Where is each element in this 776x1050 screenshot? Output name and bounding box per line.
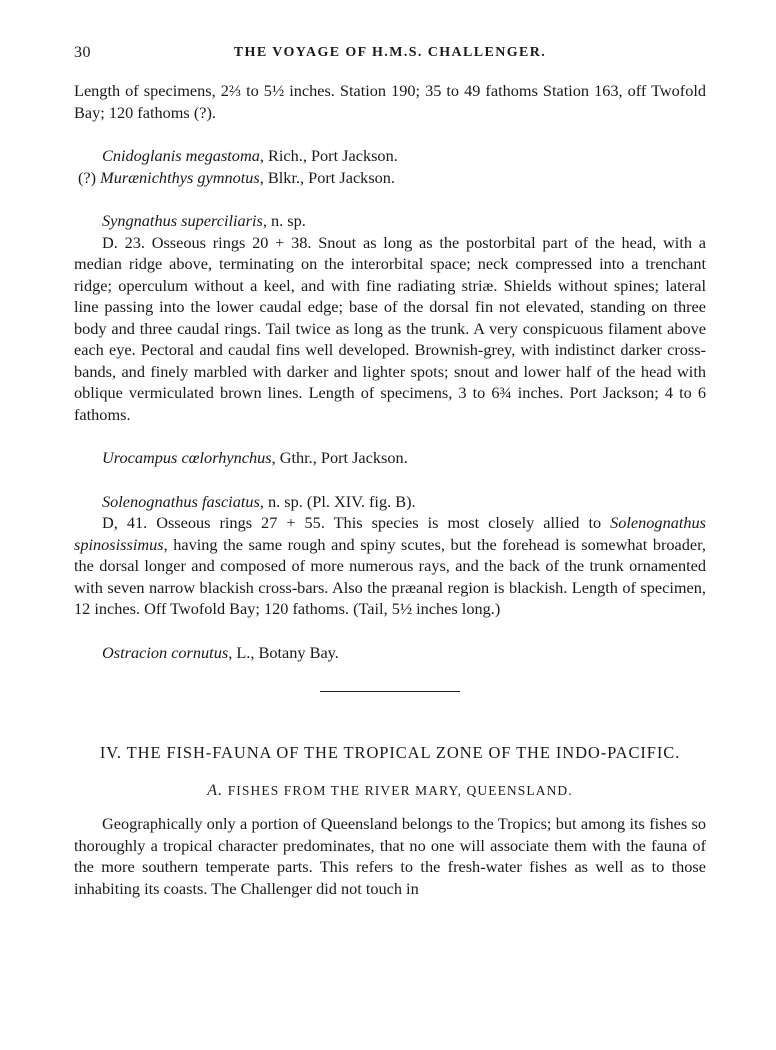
allied-species-name: Solenognathus spinosissimus	[74, 513, 706, 554]
species-entry-cnidoglanis	[74, 145, 706, 167]
intro-paragraph: Length of specimens, 2⅔ to 5½ inches. Station 190; 35 to 49 fathoms Station 163, off Twofold Bay; 120 fathoms (?).	[74, 81, 706, 122]
species-authority: , n. sp. (Pl. XIV. fig. B).	[259, 491, 416, 511]
species-name: Urocampus cœlorhynchus	[102, 448, 272, 467]
syngnathus-description: D. 23. Osseous rings 20 + 38. Snout as long as the postorbital part of the head, with a median ridge above, terminating on the interorbital space; neck compressed into a trenchant ridge; operculum without a keel, and with fine radiating striæ. Shields without spines; lateral line passing into the lower caudal edge; base of the dorsal fin not elevated, standing on three body and three caudal rings. Tail twice as long as the trunk. A very conspicuous filament above each eye. Pectoral and caudal fins well developed. Brownish-grey, with indistinct darker cross-bands, and finely marbled with darker and lighter spots; snout and lower half of the head with oblique vermiculated brown lines. Length of specimens, 3 to 6¾ inches. Port Jackson; 4 to 6 fathoms.	[74, 232, 706, 424]
species-name: Cnidoglanis megastoma	[102, 146, 260, 165]
solenognathus-description: D, 41. Osseous rings 27 + 55. This species is most closely allied to Solenognathus spinosissimus, having the same rough and spiny scutes, but the forehead is somewhat broader, the dorsal longer and composed of more numerous rays, and the back of the trunk ornamented with seven narrow blackish cross-bars. Also the præanal region is blackish. Length of specimen, 12 inches. Off Twofold Bay; 120 fathoms. (Tail, 5½ inches long.)	[74, 513, 706, 618]
species-authority: , n. sp.	[262, 211, 306, 230]
species-name: Solenognathus fasciatus	[102, 491, 260, 511]
species-entry-urocampus	[74, 447, 706, 469]
subsection-text: FISHES FROM THE RIVER MARY, QUEENSLAND.	[227, 782, 573, 798]
species-authority: , Gthr., Port Jackson.	[271, 448, 408, 467]
species-name: Syngnathus superciliaris	[102, 211, 263, 230]
species-authority: , Blkr., Port Jackson.	[259, 167, 396, 187]
species-heading-solenognathus	[74, 491, 706, 513]
species-heading-syngnathus	[74, 210, 706, 232]
section-divider	[320, 691, 460, 692]
uncertain-mark: (?)	[78, 167, 101, 187]
subsection-title	[74, 780, 706, 802]
subsection-letter: A.	[207, 781, 224, 799]
species-authority: , Rich., Port Jackson.	[259, 146, 398, 165]
species-entry-muraenichthys	[74, 167, 706, 189]
section-paragraph: Geographically only a portion of Queensland belongs to the Tropics; but among its fishes so thoroughly a tropical character predominates, that no one will associate them with the fauna of the more southern temperate parts. This refers to the fresh-water fishes as well as to those inhabiting its coasts. The Challenger did not touch in	[74, 814, 706, 898]
species-name: Murænichthys gymnotus	[100, 167, 260, 187]
species-name: Ostracion cornutus	[102, 642, 229, 662]
running-head: THE VOYAGE OF H.M.S. CHALLENGER.	[233, 45, 547, 60]
page-header	[74, 44, 706, 64]
section-title: IV. THE FISH-FAUNA OF THE TROPICAL ZONE OF THE INDO-PACIFIC.	[99, 743, 681, 762]
page-body	[74, 80, 706, 899]
species-entry-ostracion	[74, 642, 706, 664]
page-number: 30	[74, 44, 91, 61]
species-authority: , L., Botany Bay.	[228, 642, 339, 662]
